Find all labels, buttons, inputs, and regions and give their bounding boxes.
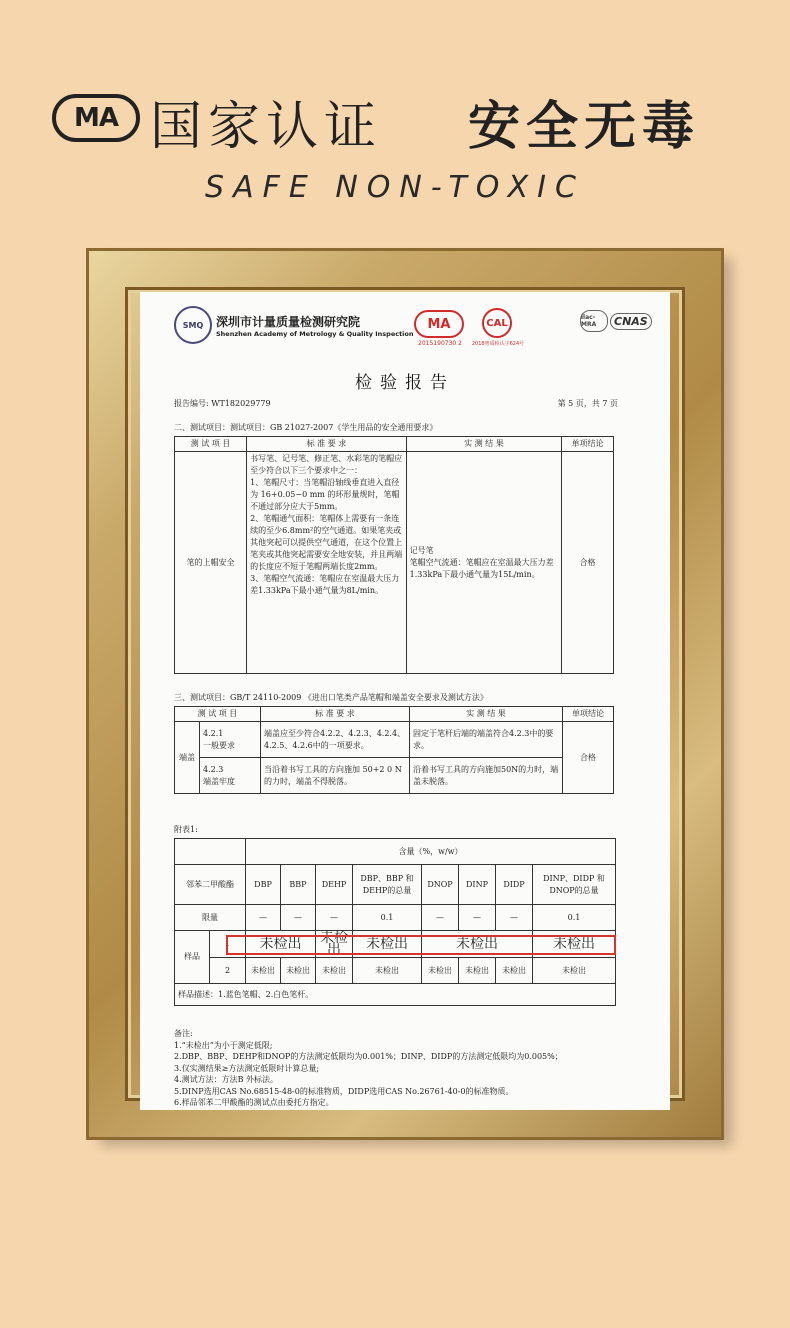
th3-content: 含量（%，w/w） [246, 839, 616, 865]
th2-result: 实 测 结 果 [410, 707, 563, 722]
note-line: 4.测试方法：方法B 外标法。 [174, 1075, 279, 1084]
sample-2-dnop: 未检出 [422, 958, 459, 984]
limit-dehp: — [316, 905, 353, 931]
accreditation-logos [580, 310, 652, 332]
sample-2-total2: 未检出 [533, 958, 616, 984]
headline-subtitle: SAFE NON-TOXIC [205, 170, 585, 205]
header-banner [0, 76, 790, 160]
th3-phthalate: 邻苯二甲酸酯 [175, 865, 246, 905]
note-line: 2.DBP、BBP、DEHP和DNOP的方法测定低限均为0.001%；DINP、DIDP的方法测定低限均为0.005%； [174, 1052, 563, 1061]
sample-1-dbp-bbp: 未检出 [246, 931, 316, 958]
row-sample-label: 样品 [175, 931, 210, 984]
headline-safe: 安全无毒 [468, 97, 701, 157]
th-result: 实 测 结 果 [406, 437, 561, 452]
appendix-label: 附表1: [174, 825, 198, 834]
headline-certification: 国家认证 [150, 97, 383, 157]
note-line: 6.样品邻苯二甲酸酯的测试点由委托方指定。 [174, 1098, 334, 1107]
note-line: 5.DINP选用CAS No.68515-48-0的标准物质，DIDP选用CAS No.26761-40-0的标准物质。 [174, 1086, 514, 1096]
sample-1-total1: 未检出 [353, 931, 422, 958]
table-end-cap [174, 706, 614, 794]
th-conclusion: 单项结论 [562, 437, 614, 452]
th2-conclusion: 单项结论 [563, 707, 614, 722]
row-limit-label: 限量 [175, 905, 246, 931]
sample-1-no: 1 [210, 931, 246, 958]
org-block [174, 306, 414, 344]
sample-1-dnop-dinp-didp: 未检出 [422, 931, 533, 958]
test-report-document [140, 292, 670, 1110]
limit-dinp: — [459, 905, 496, 931]
notes-block [174, 1028, 563, 1109]
sample-2-bbp: 未检出 [281, 958, 316, 984]
note-line: 1.“未检出”为小于测定低限; [174, 1040, 273, 1050]
limit-total2: 0.1 [533, 905, 616, 931]
sample-2-dinp: 未检出 [459, 958, 496, 984]
th-requirement: 标 准 要 求 [247, 437, 407, 452]
limit-didp: — [496, 905, 533, 931]
sample-2-didp: 未检出 [496, 958, 533, 984]
sample-2-no: 2 [210, 958, 246, 984]
cell2-req-1: 端盖应至少符合4.2.2、4.2.3、4.2.4、4.2.5、4.2.6中的一项要求。 [261, 722, 410, 758]
th3-didp: DIDP [496, 865, 533, 905]
cnas-logo-icon: CNAS [610, 313, 652, 330]
ma-stamp-icon: MA [414, 310, 464, 338]
smq-logo-icon: SMQ [174, 306, 212, 344]
report-number: 报告编号: WT182029779 [174, 399, 271, 408]
th3-total1: DBP、BBP 和 DEHP的总量 [353, 865, 422, 905]
section-2-title: 二、测试项目：测试项目：GB 21027-2007《学生用品的安全通用要求》 [174, 423, 438, 432]
table-cap-safety [174, 436, 614, 674]
note-line: 备注: [174, 1029, 193, 1038]
cell2-item: 端盖 [175, 722, 200, 794]
th3-total2: DINP、DIDP 和 DNOP的总量 [533, 865, 616, 905]
sample-description: 样品描述：1.蓝色笔帽、2.白色笔杆。 [175, 984, 616, 1006]
cell2-res-1: 固定于笔杆后端的端盖符合4.2.3中的要求。 [410, 722, 563, 758]
cal-stamp-icon: CAL [482, 308, 512, 338]
cell-result: 记号笔 笔帽空气流通：笔帽应在室温最大压力差1.33kPa下最小通气量为15L/min。 [406, 452, 561, 674]
cell2-sub-1: 4.2.1 一般要求 [200, 722, 261, 758]
cell-item: 笔的上帽安全 [175, 452, 247, 674]
limit-dnop: — [422, 905, 459, 931]
page-number: 第 5 页，共 7 页 [557, 399, 618, 408]
cell2-conclusion: 合格 [563, 722, 614, 794]
limit-dbp: — [246, 905, 281, 931]
ma-stamp-number: 2015190730 2 [418, 340, 462, 347]
sample-2-dbp: 未检出 [246, 958, 281, 984]
sample-2-dehp: 未检出 [316, 958, 353, 984]
sample-2-total1: 未检出 [353, 958, 422, 984]
highlight-box [226, 935, 616, 955]
th3-dinp: DINP [459, 865, 496, 905]
th3-dehp: DEHP [316, 865, 353, 905]
cell2-res-2: 沿着书写工具的方向施加50N的力时，端盖未脱落。 [410, 758, 563, 794]
limit-total1: 0.1 [353, 905, 422, 931]
sample-1-dehp: 未检出 [316, 931, 353, 958]
cell2-sub-2: 4.2.3 端盖牢度 [200, 758, 261, 794]
note-line: 3.仅实测结果≥方法测定低限时计算总量; [174, 1063, 320, 1073]
th3-bbp: BBP [281, 865, 316, 905]
th3-dbp: DBP [246, 865, 281, 905]
limit-bbp: — [281, 905, 316, 931]
th2-requirement: 标 准 要 求 [261, 707, 410, 722]
table-phthalates [174, 838, 616, 1006]
cell2-req-2: 当沿着书写工具的方向施加 50+2 0 N 的力时，端盖不得脱落。 [261, 758, 410, 794]
org-name-en: Shenzhen Academy of Metrology & Quality Inspection [216, 329, 414, 338]
th-item: 测 试 项 目 [175, 437, 247, 452]
th3-blank [175, 839, 246, 865]
cal-stamp-number: 2018粤质检认字624号 [471, 341, 525, 347]
th3-dnop: DNOP [422, 865, 459, 905]
cell-requirement: 书写笔、记号笔、修正笔、水彩笔的笔帽应至少符合以下三个要求中之一： 1、笔帽尺寸：当笔帽沿轴线垂直进入直径为 16+0.05−0 mm 的环形量规时，笔帽不通过部分应大于5mm。 2、笔帽通气面积：笔帽体上需要有一条连续的至少6.8mm²的空气通道。如果笔夹或其他突起可以提供空气通道，在这个位置上笔夹或其他突起需要安全地安装，并且两端的长度应不短于笔帽两端长度2mm。 3、笔帽空气流通：笔帽应在室温最大压力差1.33kPa下最小通气量为8L/min。 [247, 452, 407, 674]
cell-conclusion: 合格 [562, 452, 614, 674]
ilac-logo-icon: ilac-MRA [580, 310, 608, 332]
org-name [216, 313, 414, 338]
ma-logo-icon: MA [52, 94, 140, 142]
sample-1-total2: 未检出 [533, 931, 616, 958]
section-3-title: 三、测试项目：GB/T 24110-2009 《进出口笔类产品笔帽和端盖安全要求及测试方法》 [174, 693, 488, 702]
report-title: 检验报告 [355, 373, 455, 393]
org-name-cn: 深圳市计量质量检测研究院 [216, 314, 361, 329]
th2-item: 测 试 项 目 [175, 707, 261, 722]
